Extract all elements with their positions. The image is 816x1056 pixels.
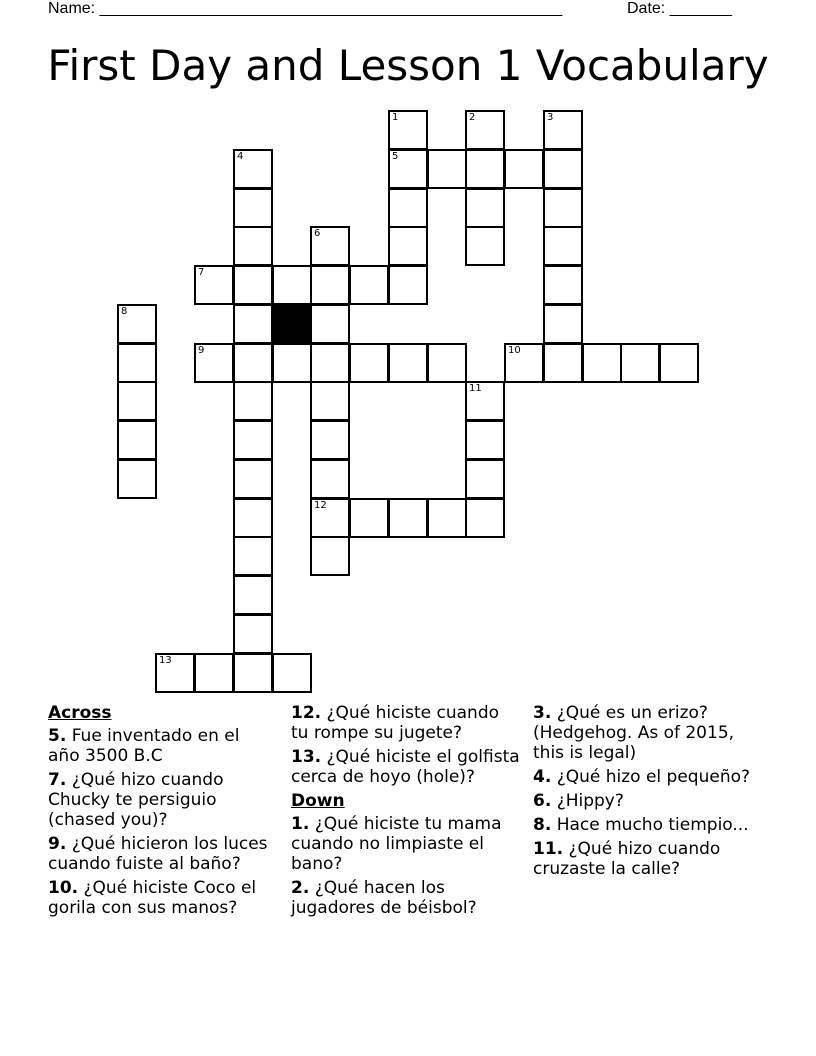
clue-number: 3 (547, 112, 554, 123)
crossword-cell[interactable] (465, 459, 505, 499)
crossword-cell[interactable] (310, 304, 350, 344)
black-square (272, 304, 312, 344)
crossword-cell[interactable] (465, 226, 505, 266)
crossword-cell[interactable] (388, 188, 428, 228)
crossword-cell[interactable] (310, 420, 350, 460)
clue-number: 5 (392, 151, 399, 162)
crossword-cell[interactable] (465, 110, 505, 150)
crossword-cell[interactable] (233, 304, 273, 344)
down-heading: Down (291, 791, 345, 811)
clue-number: 6 (314, 228, 321, 239)
clue-item (48, 770, 276, 830)
crossword-cell[interactable] (349, 498, 389, 538)
crossword-cell[interactable] (349, 265, 389, 305)
clue-item-text: Hace mucho tiempio... (551, 815, 749, 835)
clue-item-text: ¿Qué hiciste tu mama cuando no limpiaste el bano? (291, 814, 502, 874)
crossword-cell[interactable] (465, 188, 505, 228)
crossword-cell[interactable] (233, 265, 273, 305)
clue-item-text: ¿Qué es un erizo? (Hedgehog. As of 2015, this is legal) (533, 703, 735, 763)
crossword-cell[interactable] (543, 304, 583, 344)
crossword-cell[interactable] (465, 149, 505, 189)
crossword-cell[interactable] (233, 149, 273, 189)
crossword-cell[interactable] (194, 653, 234, 693)
clue-item-text: ¿Qué hicieron los luces cuando fuiste al baño? (48, 834, 268, 874)
crossword-cell[interactable] (388, 149, 428, 189)
clue-item (533, 703, 763, 763)
clue-item (291, 703, 521, 743)
clue-number: 1 (392, 112, 399, 123)
crossword-cell[interactable] (427, 343, 467, 383)
clue-column-3 (533, 703, 763, 883)
crossword-cell[interactable] (465, 420, 505, 460)
clue-item-text: ¿Qué hiciste cuando tu rompe su jugete? (291, 703, 500, 743)
crossword-cell[interactable] (155, 653, 195, 693)
clue-item-number: 5. (48, 726, 67, 746)
clue-number: 9 (198, 345, 205, 356)
clue-item-number: 2. (291, 878, 310, 898)
crossword-cell[interactable] (310, 381, 350, 421)
clue-item (48, 834, 276, 874)
crossword-cell[interactable] (310, 226, 350, 266)
crossword-cell[interactable] (233, 459, 273, 499)
crossword-cell[interactable] (117, 459, 157, 499)
clue-number: 11 (469, 383, 482, 394)
crossword-cell[interactable] (117, 381, 157, 421)
clue-item-text: ¿Qué hizo cuando Chucky te persiguio (chased you)? (48, 770, 224, 830)
clue-item (48, 878, 276, 918)
crossword-cell[interactable] (349, 343, 389, 383)
clue-item (291, 878, 521, 918)
crossword-cell[interactable] (543, 149, 583, 189)
clue-item-text: Fue inventado en el año 3500 B.C (48, 726, 240, 766)
crossword-cell[interactable] (233, 536, 273, 576)
clue-number: 2 (469, 112, 476, 123)
crossword-cell[interactable] (233, 653, 273, 693)
crossword-cell[interactable] (543, 110, 583, 150)
page-title: First Day and Lesson 1 Vocabulary (47, 41, 769, 90)
crossword-cell[interactable] (233, 575, 273, 615)
crossword-cell[interactable] (233, 188, 273, 228)
crossword-cell[interactable] (310, 536, 350, 576)
crossword-cell[interactable] (543, 343, 583, 383)
crossword-cell[interactable] (543, 265, 583, 305)
crossword-cell[interactable] (582, 343, 622, 383)
crossword-cell[interactable] (427, 149, 467, 189)
clue-item (48, 726, 276, 766)
across-heading: Across (48, 703, 112, 723)
clue-item (533, 815, 763, 835)
crossword-cell[interactable] (504, 149, 544, 189)
clue-column-2 (291, 703, 521, 922)
clue-item-number: 12. (291, 703, 322, 723)
clue-item-number: 8. (533, 815, 552, 835)
clue-item-text: ¿Qué hacen los jugadores de béisbol? (291, 878, 477, 918)
clue-number: 10 (508, 345, 521, 356)
crossword-cell[interactable] (504, 343, 544, 383)
clue-item-text: ¿Qué hizo cuando cruzaste la calle? (533, 839, 721, 879)
crossword-cell[interactable] (543, 188, 583, 228)
clue-item (533, 791, 763, 811)
clue-item (533, 839, 763, 879)
clue-item-number: 4. (533, 767, 552, 787)
clue-number: 8 (121, 306, 128, 317)
crossword-cell[interactable] (310, 265, 350, 305)
clue-item-text: ¿Hippy? (551, 791, 624, 811)
crossword-cell[interactable] (233, 420, 273, 460)
crossword-cell[interactable] (194, 265, 234, 305)
crossword-cell[interactable] (117, 343, 157, 383)
crossword-cell[interactable] (620, 343, 660, 383)
crossword-cell[interactable] (117, 304, 157, 344)
crossword-cell[interactable] (272, 343, 312, 383)
clue-item-text: ¿Qué hizo el pequeño? (551, 767, 751, 787)
clue-item-number: 6. (533, 791, 552, 811)
crossword-cell[interactable] (659, 343, 699, 383)
clue-item-number: 13. (291, 747, 322, 767)
crossword-cell[interactable] (194, 343, 234, 383)
crossword-cell[interactable] (310, 459, 350, 499)
crossword-cell[interactable] (465, 498, 505, 538)
clue-column-1 (48, 703, 276, 922)
clue-number: 13 (159, 655, 172, 666)
clue-item (291, 814, 521, 874)
crossword-cell[interactable] (272, 653, 312, 693)
clue-item-text: ¿Qué hiciste el golfista cerca de hoyo (hole)? (291, 747, 520, 787)
clue-number: 4 (237, 151, 244, 162)
crossword-cell[interactable] (388, 110, 428, 150)
crossword-cell[interactable] (233, 226, 273, 266)
date-field[interactable]: Date: _______ (627, 0, 732, 17)
crossword-cell[interactable] (388, 226, 428, 266)
name-field[interactable]: Name: ____________________________________________________ (48, 0, 563, 17)
crossword-cell[interactable] (388, 498, 428, 538)
clue-item-number: 10. (48, 878, 79, 898)
crossword-cell[interactable] (233, 343, 273, 383)
clue-item-number: 7. (48, 770, 67, 790)
clue-item (291, 747, 521, 787)
crossword-cell[interactable] (233, 381, 273, 421)
clue-number: 7 (198, 267, 205, 278)
crossword-cell[interactable] (117, 420, 157, 460)
clue-item (533, 767, 763, 787)
crossword-cell[interactable] (272, 265, 312, 305)
crossword-cell[interactable] (388, 343, 428, 383)
crossword-cell[interactable] (310, 343, 350, 383)
clue-item-text: ¿Qué hiciste Coco el gorila con sus manos? (48, 878, 257, 918)
crossword-cell[interactable] (427, 498, 467, 538)
clue-item-number: 11. (533, 839, 564, 859)
crossword-cell[interactable] (310, 498, 350, 538)
clue-number: 12 (314, 500, 327, 511)
crossword-cell[interactable] (233, 498, 273, 538)
clue-item-number: 1. (291, 814, 310, 834)
crossword-cell[interactable] (388, 265, 428, 305)
clue-item-number: 3. (533, 703, 552, 723)
clue-item-number: 9. (48, 834, 67, 854)
crossword-cell[interactable] (543, 226, 583, 266)
crossword-cell[interactable] (233, 614, 273, 654)
crossword-cell[interactable] (465, 381, 505, 421)
